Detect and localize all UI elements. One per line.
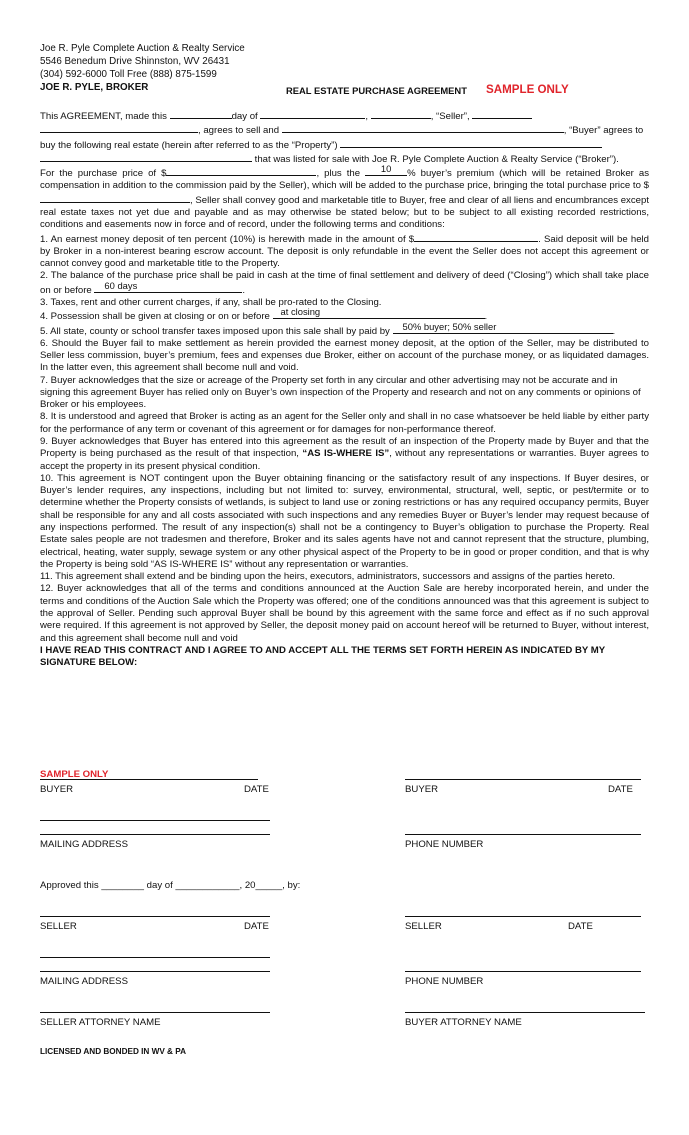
broker-name: JOE R. PYLE, BROKER (40, 82, 149, 93)
term-3: 3. Taxes, rent and other current charges, if any, shall be pro-rated to the Closing. (40, 296, 382, 308)
property-description-field[interactable] (340, 138, 602, 148)
year-field[interactable] (371, 109, 431, 119)
term-7: 7. Buyer acknowledges that the size or acreage of the Property set forth in any circular and other advertising may not be accurate and in signing this agreement Buyer has relied only on Buyer’s own inspection of the Property and research and not on any comments or opinions of Broker or his employees. (40, 374, 641, 411)
term-2: 2. The balance of the purchase price shall be paid in cash at the time of final settlement and delivery of deed (“Closing”) which shall take place on or before 60 days . (40, 270, 649, 296)
term-1 (40, 232, 649, 271)
price-text: , plus the (316, 168, 361, 180)
seller2-signature-line[interactable] (405, 916, 641, 917)
intro-text: , agrees to sell and (198, 125, 280, 137)
seller2-label: SELLER (405, 921, 442, 932)
intro-text: that was listed for sale with Joe R. Pyle Complete Auction & Realty Service (“Broker”). (254, 153, 619, 165)
seller-label: SELLER (40, 921, 77, 932)
buyer-signature-line[interactable] (40, 779, 258, 780)
document-title: REAL ESTATE PURCHASE AGREEMENT (286, 85, 467, 96)
mailing-address-label: MAILING ADDRESS (40, 839, 128, 850)
intro-text: , “Buyer” agrees to (563, 125, 644, 137)
date-label: DATE (244, 784, 269, 795)
term-6: 6. Should the Buyer fail to make settlement as herein provided the earnest money deposit, at the option of the Seller, may be distributed to Seller less commission, buyer’s premium, fees and expenses due Broker, either on account of the purchase money, or as liquidated damages. In the latter even, this agreement shall become null and void. (40, 337, 649, 374)
premium-percent-value: 10 (380, 163, 392, 175)
intro-text: buy the following real estate (herein after referred to as the “Property”) (40, 139, 338, 151)
term-text: 2. The balance of the purchase price shall be paid in cash at the time of final settlement and delivery of deed (“Closing”) which shall take place on or before (40, 270, 649, 296)
term-text: 5. All state, county or school transfer taxes imposed upon this sale shall by paid by (40, 325, 390, 337)
seller-date-label: DATE (244, 921, 269, 932)
company-name: Joe R. Pyle Complete Auction & Realty Service (40, 43, 245, 54)
premium-percent-field[interactable] (365, 163, 407, 176)
intro-text: This AGREEMENT, made this (40, 111, 167, 122)
buyer-attorney-line[interactable] (405, 1012, 645, 1013)
term-8: 8. It is understood and agreed that Broker is acting as an agent for the Seller only and shall in no case whatsoever be held liable by either party for the performance of any term or covenant of this agreement or for damages for non-performance thereof. (40, 411, 649, 435)
buyer-attorney-label: BUYER ATTORNEY NAME (405, 1017, 522, 1028)
price-paragraph (40, 163, 650, 231)
seller-mailing-address-label: MAILING ADDRESS (40, 976, 128, 987)
buyer2-label: BUYER (405, 784, 439, 795)
buyer-phone-line[interactable] (405, 834, 641, 835)
letterhead (40, 42, 245, 94)
seller-attorney-label: SELLER ATTORNEY NAME (40, 1017, 161, 1028)
month-field[interactable] (260, 109, 365, 119)
seller-signature-line[interactable] (40, 916, 270, 917)
licensed-footer: LICENSED AND BONDED IN WV & PA (40, 1047, 187, 1056)
term-12: 12. Buyer acknowledges that all of the terms and conditions announced at the Auction Sale are hereby incorporated herein, and under the terms and conditions of the Auction Sale which the Property was offered; one of the conditions announced was that this agreement is subject to the approval of Seller. Pending such approval Buyer shall be bound by this agreement with the same force and effect as if no such approval were required. If this agreement is not approved by Seller, the deposit money paid on account hereof will be returned to Buyer, without interest, and this agreement shall become null and void (40, 583, 649, 644)
date2-label: DATE (608, 784, 633, 795)
seller-attorney-line[interactable] (40, 1012, 270, 1013)
term-11: 11. This agreement shall extend and be binding upon the heirs, executors, administrators, successors and assigns of the parties hereto. (40, 571, 616, 583)
term-9 (40, 436, 649, 473)
as-is-text: “AS IS-WHERE IS” (302, 448, 390, 460)
buyer-address-line-1[interactable] (40, 820, 270, 821)
sample-only-stamp: SAMPLE ONLY (486, 83, 569, 96)
seller-address-line-1[interactable] (40, 957, 270, 958)
term-text: . Said deposit will be held by Broker in a non-interest bearing escrow account. The deposit is only refundable in the event the Seller does not accept this agreement or cannot convey good and marketable title to the Property. (40, 233, 649, 270)
buyer-address-line-2[interactable] (40, 834, 270, 835)
company-phone: (304) 592-6000 Toll Free (888) 875-1599 (40, 69, 217, 80)
price-text: For the purchase price of $ (40, 168, 167, 180)
intro-text: day of (231, 111, 258, 122)
term-5: 5. All state, county or school transfer taxes imposed upon this sale shall by paid by 50% buyer; 50% seller . (40, 320, 616, 337)
total-price-field[interactable] (40, 193, 190, 203)
seller-phone-line[interactable] (405, 971, 641, 972)
seller-name-field-2[interactable] (40, 123, 198, 133)
transfer-split-value: 50% buyer; 50% seller (402, 320, 497, 332)
phone-number-label: PHONE NUMBER (405, 839, 484, 850)
property-description-field-2[interactable] (40, 152, 252, 162)
intro-paragraph: This AGREEMENT, made this day of , , “Seller”, , agrees to sell and , “Buyer” agrees to buy the following real estate (herein after referred to as the “Property”) that was listed for sale with Joe R. Pyle Complete Auction & Realty Service (“Broker”). (40, 111, 644, 165)
seller2-date-label: DATE (568, 921, 593, 932)
purchase-price-field[interactable] (166, 166, 316, 176)
price-text: , Seller shall convey good and marketable title to Buyer, free and clear of all liens and encumbrances except real estate taxes not yet due and payable and as may otherwise be stated below; but to be subject to all existing recorded restrictions, conditions and easements now in force and of record, under the following terms and conditions: (40, 194, 649, 231)
transfer-tax-field[interactable] (393, 320, 613, 334)
term-text: 1. An earnest money deposit of ten percent (10%) is herewith made in the amount of $ (40, 233, 415, 245)
acceptance-statement: I HAVE READ THIS CONTRACT AND I AGREE TO AND ACCEPT ALL THE TERMS SET FORTH HEREIN AS INDICATED BY MY SIGNATURE BELOW: (40, 644, 605, 669)
company-address: 5546 Benedum Drive Shinnston, WV 26431 (40, 56, 230, 67)
buyer2-signature-line[interactable] (405, 779, 641, 780)
closing-days-value: 60 days (104, 279, 138, 291)
approval-line: Approved this ________ day of ____________, 20_____, by: (40, 880, 301, 891)
buyer-label: BUYER (40, 784, 74, 795)
term-text: 9. Buyer acknowledges that Buyer has entered into this agreement as the result of an inspection of the Property made by Buyer and that the Property is being purchased as the result of that inspection, (40, 436, 649, 460)
sample-signature: SAMPLE ONLY (40, 769, 109, 780)
buyer-name-field[interactable] (282, 123, 564, 133)
term-text: 4. Possession shall be given at closing or on or before (40, 311, 270, 323)
possession-field[interactable] (273, 306, 485, 319)
agreement-body (40, 109, 649, 669)
intro-text: , “Seller”, (430, 111, 470, 122)
day-field[interactable] (170, 109, 232, 119)
earnest-money-field[interactable] (414, 232, 538, 242)
seller-address-line-2[interactable] (40, 971, 270, 972)
seller-name-field[interactable] (472, 109, 532, 119)
possession-value: at closing (280, 306, 321, 318)
term-4: 4. Possession shall be given at closing or on or before at closing . (40, 306, 488, 323)
term-text: , without any representations or warranties. Buyer agrees to accept the property in its present physical condition. (40, 448, 649, 472)
term-10: 10. This agreement is NOT contingent upon the Buyer obtaining financing or the satisfactory result of any inspections. If Buyer desires, or Buyer’s lender requires, any inspections, including but not limited to: survey, environmental, structural, well, septic, or pest/termite or to determine whether the Property consists of wetlands, is subject to land use or zoning restrictions or has any required occupancy permits, Buyer shall be responsible for any and all costs associated with such inspections and any remedies Buyer or Buyer’s lender may request because of any inspections performed. The result of any inspection(s) shall not be a contingency to Buyer’s obligation to purchase the Property. Real Estate sales people are not tradesmen and therefore, Broker and its sales agents have not and cannot represent that the structure, plumbing, electrical, heating, water supply, sewage system or any other physical aspect of the Property to be in good or proper condition, and that is why the Property is being sold “AS IS-WHERE IS” without any representation or warranties. (40, 472, 649, 570)
seller-phone-number-label: PHONE NUMBER (405, 976, 484, 987)
price-text: % buyer’s premium (which will be retained Broker as compensation in addition to the commission paid by the Seller), which will be added to the purchase price, bringing the total purchase price to $ (40, 168, 650, 192)
closing-date-field[interactable] (94, 279, 242, 293)
